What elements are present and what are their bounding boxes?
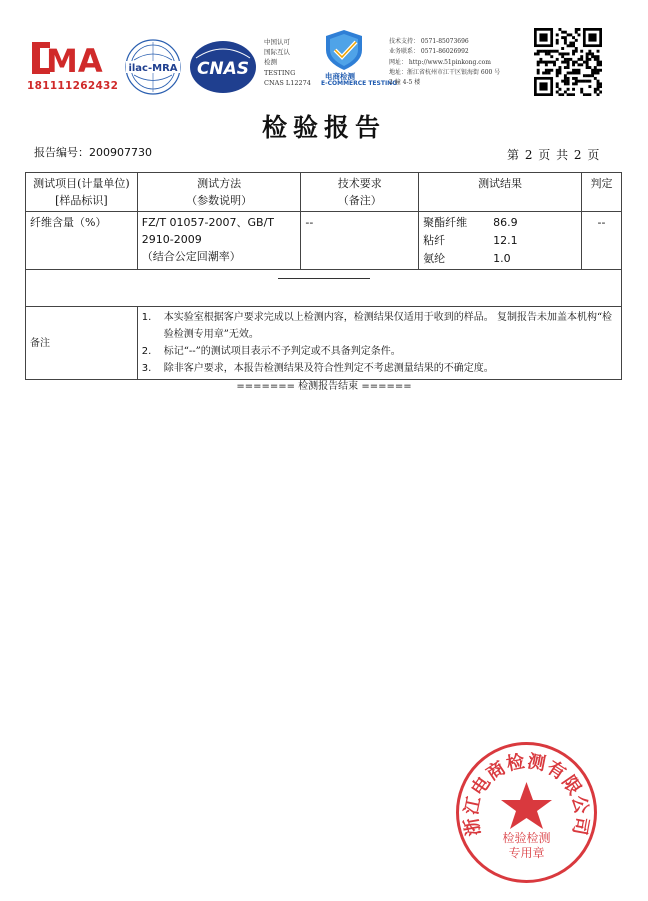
cma-logo-text: MA xyxy=(46,42,103,80)
fiber-value: 12.1 xyxy=(493,234,518,247)
cert-line: TESTING xyxy=(264,68,296,77)
results-table xyxy=(25,172,622,380)
website: 网址： http://www.51pinkong.com xyxy=(389,58,491,66)
cert-line: 中国认可 xyxy=(264,38,290,46)
cma-number: 181111262432 xyxy=(27,80,119,92)
ilac-text: ilac-MRA xyxy=(128,63,178,74)
judge-cell: -- xyxy=(582,212,622,270)
header-judge: 判定 xyxy=(582,173,622,212)
cnas-logo xyxy=(188,38,258,96)
fiber-value: 1.0 xyxy=(493,252,511,265)
ecommerce-en-label: E-COMMERCE TESTING xyxy=(321,80,398,87)
seal-center-line-1: 检验检测 xyxy=(502,831,551,845)
table-row xyxy=(26,212,622,270)
cnas-text: CNAS xyxy=(196,59,250,79)
seal-ring-text: 浙江电商检测有限公司 xyxy=(460,750,593,838)
notes-row xyxy=(26,307,622,380)
fiber-name: 氨纶 xyxy=(423,252,446,265)
cert-line: 国际互认 xyxy=(264,48,290,57)
fiber-name: 粘纤 xyxy=(423,234,446,247)
method-cell: FZ/T 01057-2007、GB/T 2910-2009 （结合公定回潮率） xyxy=(137,212,301,270)
header-requirement: 技术要求 （备注） xyxy=(301,173,419,212)
official-seal xyxy=(454,740,599,885)
requirement-cell: -- xyxy=(301,212,419,270)
divider xyxy=(278,278,370,279)
report-number-label: 报告编号： xyxy=(34,146,89,159)
header-item: 测试项目(计量单位) [样品标识] xyxy=(26,173,138,212)
header-method: 测试方法 （参数说明） xyxy=(137,173,301,212)
fiber-value: 86.9 xyxy=(493,216,518,229)
note-item: 2. 标记“--”的测试项目表示不予判定或不具备判定条件。 xyxy=(141,346,401,357)
support-phone: 技术支持： 0571-85073696 xyxy=(389,38,469,45)
notes-content xyxy=(137,307,621,380)
blank-row xyxy=(26,270,622,307)
business-phone: 业务联系： 0571-86026992 xyxy=(389,48,469,56)
ecommerce-cn-label: 电商检测 xyxy=(325,72,355,81)
note-item: 3. 除非客户要求，本报告检测结果及符合性判定不考虑测量结果的不确定度。 xyxy=(141,363,494,374)
fiber-name: 聚酯纤维 xyxy=(423,216,468,229)
report-number-value: 200907730 xyxy=(89,146,152,159)
ilac-mra-logo xyxy=(124,38,182,96)
contact-info xyxy=(389,37,500,88)
page-indicator: 第 2 页 共 2 页 xyxy=(507,148,601,162)
accreditation-text xyxy=(264,37,311,88)
cert-line: CNAS L12274 xyxy=(264,78,311,87)
report-number xyxy=(34,144,152,160)
report-title: 检验报告 xyxy=(261,113,386,142)
cert-line: 检测 xyxy=(264,58,277,67)
address-line-1: 地址：浙江省杭州市江干区银海街 600 号 xyxy=(389,68,501,76)
notes-label: 备注 xyxy=(26,307,138,380)
item-cell: 纤维含量（%） xyxy=(26,212,138,270)
seal-center-line-2: 专用章 xyxy=(508,846,545,860)
report-end-marker: ======= 检测报告结束 ====== xyxy=(236,381,412,392)
table-header-row xyxy=(26,173,622,212)
address-line-2: 2 幢 4-5 楼 xyxy=(389,79,421,87)
header-result: 测试结果 xyxy=(419,173,582,212)
note-item: 1. 本实验室根据客户要求完成以上检测内容，检测结果仅适用于收到的样品。 复制报告未加盖本机构“检验检测专用章”无效。 xyxy=(141,312,613,340)
qr-code xyxy=(534,28,602,96)
result-cell xyxy=(419,212,582,270)
